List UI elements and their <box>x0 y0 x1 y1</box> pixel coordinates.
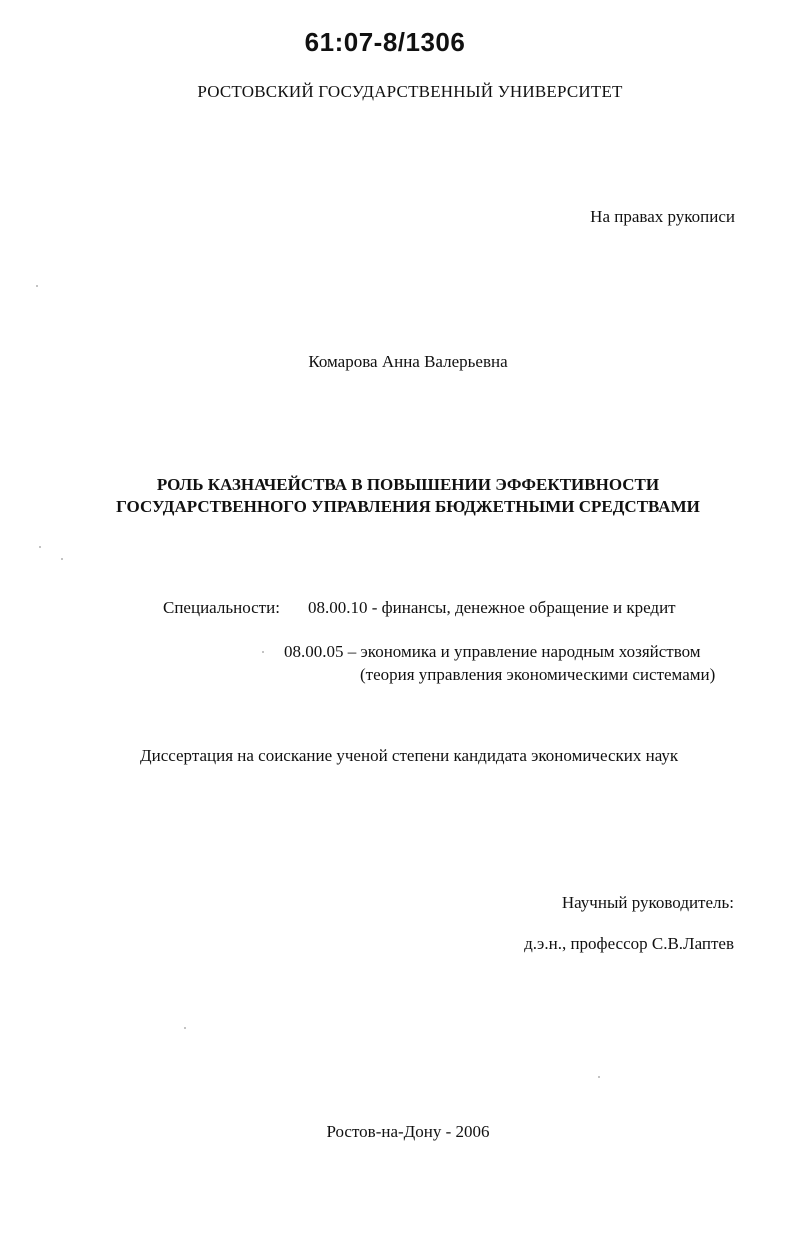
scan-speck <box>598 1076 600 1078</box>
specialty-item: 08.00.10 - финансы, денежное обращение и кредит <box>308 598 676 617</box>
specialty-note: (теория управления экономическими системами) <box>360 665 716 684</box>
author-name: Комарова Анна Валерьевна <box>308 352 508 371</box>
city-year: Ростов-на-Дону - 2006 <box>326 1122 490 1141</box>
manuscript-note: На правах рукописи <box>590 207 735 226</box>
scan-speck <box>36 285 38 287</box>
archive-code: 61:07-8/1306 <box>304 27 466 57</box>
scan-speck <box>262 651 264 653</box>
dissertation-title <box>0 474 795 518</box>
specialty-item: 08.00.05 – экономика и управление народным хозяйством <box>284 642 701 661</box>
scan-speck <box>61 558 63 560</box>
scan-speck <box>184 1027 186 1029</box>
supervisor-name: д.э.н., профессор С.В.Лаптев <box>524 934 734 953</box>
university-name: РОСТОВСКИЙ ГОСУДАРСТВЕННЫЙ УНИВЕРСИТЕТ <box>197 82 623 101</box>
title-line-2: ГОСУДАРСТВЕННОГО УПРАВЛЕНИЯ БЮДЖЕТНЫМИ СРЕДСТВАМИ <box>116 497 700 516</box>
title-line-1: РОЛЬ КАЗНАЧЕЙСТВА В ПОВЫШЕНИИ ЭФФЕКТИВНОСТИ <box>156 475 660 494</box>
degree-statement: Диссертация на соискание ученой степени кандидата экономических наук <box>140 746 679 765</box>
scan-speck <box>39 546 41 548</box>
specialties-label: Специальности: <box>163 598 280 617</box>
supervisor-label: Научный руководитель: <box>561 893 734 912</box>
